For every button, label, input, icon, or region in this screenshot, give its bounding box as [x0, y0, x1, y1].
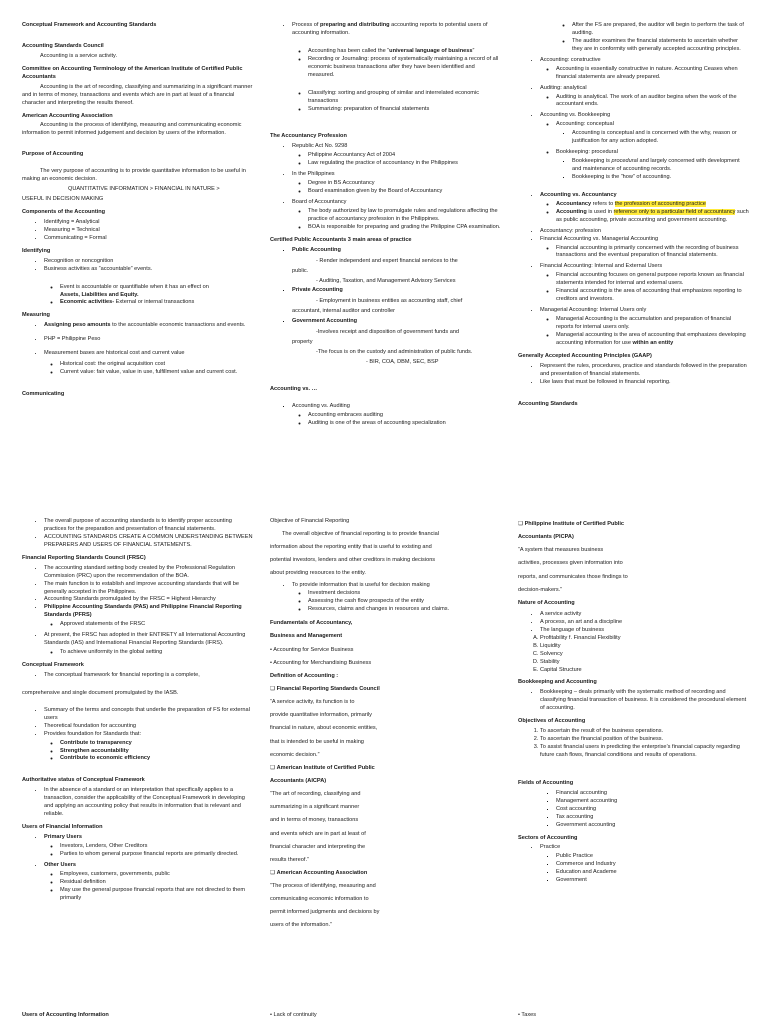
list: [22, 219, 254, 243]
list-item: [292, 247, 502, 255]
text: Managerial Accounting: Internal Users only: [540, 307, 647, 314]
heading-nature: Nature of Accounting: [518, 599, 575, 606]
text: Republic Act No. 9298: [292, 143, 348, 150]
text-line: summarizing in a significant manner: [270, 804, 360, 811]
list-item: • Represent the rules, procedures, practice and standards followed in the preparation and presentation of financial statements.: [540, 363, 750, 379]
list-item: [556, 121, 750, 146]
list-item: • Like laws that must be followed in financial reporting.: [540, 379, 750, 387]
list-item: ▪ Public Practice: [556, 853, 750, 861]
text: Bookkeeping is: [572, 158, 612, 165]
text-line: and events which are in part at least of: [270, 830, 366, 837]
paragraph: USEFUL IN DECISION MAKING: [22, 196, 104, 203]
column-2-2: [270, 518, 502, 978]
paragraph: -The focus is on the custody and administration of public funds.: [316, 349, 473, 356]
list-item: • Business activities as “accountable” events.: [44, 266, 254, 274]
list-item: 2. To ascertain the financial position of the business.: [540, 736, 750, 744]
list-item: [60, 299, 254, 307]
list: [518, 728, 750, 760]
list: [270, 287, 502, 295]
list-item: ▪ Financial accounting: [556, 790, 750, 798]
list: [518, 363, 750, 387]
heading-sectors: Sectors of Accounting: [518, 834, 578, 841]
text: At present, the FRSC has adopted in their ENTIRETY all International Accounting Standards (IAS) and International Financial Reporting Standards (IFRS).: [44, 632, 246, 647]
column-2-3: [518, 518, 750, 978]
list-item: D. Stability: [540, 659, 750, 667]
text: Assets, Liabilities and Equity.: [60, 291, 139, 298]
text: Financial Accounting vs. Managerial Accounting: [540, 235, 659, 242]
list: [518, 57, 750, 182]
list-item: ▪ Government: [556, 877, 750, 885]
text: Public Accounting: [292, 246, 341, 253]
list: [22, 336, 254, 344]
heading-picpa-2: Accountants (PICPA): [518, 534, 574, 541]
heading-bookkeeping: Bookkeeping and Accounting: [518, 679, 597, 686]
text-line: economic decision.”: [270, 751, 320, 758]
list-item: ◦ May use the general purpose financial reports that are not directed to them primarily: [60, 887, 254, 903]
list-item: C. Solvency: [540, 651, 750, 659]
list-item: [572, 158, 750, 174]
text-line: • Taxes: [518, 1012, 537, 1018]
text: procedural: [611, 158, 638, 165]
text-line: • Accounting for Merchandising Business: [270, 659, 372, 666]
text-line: information about the reporting entity that is useful to existing and: [270, 544, 432, 551]
section: [270, 617, 502, 932]
text-line: financial in nature, about economic entities,: [270, 725, 378, 732]
list-item: [540, 263, 750, 304]
list-item: • Measurement bases are historical cost and current value: [44, 350, 254, 358]
text: Financial Accounting: Internal and External Users: [540, 263, 663, 270]
list: [518, 790, 750, 830]
text: Accounting: [556, 208, 587, 215]
heading-accounting-standards: Accounting Standards: [518, 400, 578, 407]
list: [518, 635, 750, 675]
list: [22, 350, 254, 358]
list-item: • Bookkeeping – deals primarily with the systematic method of recording and classifying financial transaction of business. It is considered the procedural element of accounting.: [540, 689, 750, 713]
list-item: [556, 149, 750, 182]
heading-authoritative-status: Authoritative status of Conceptual Framework: [22, 777, 145, 784]
list-item: ▪ Bookkeeping is the “how” of accounting.: [572, 174, 750, 182]
list-item: ◦ Assessing the cash flow prospects of the entity: [308, 598, 502, 606]
heading-frsc: Financial Reporting Standards Council (FRSC): [22, 554, 146, 561]
paragraph: public.: [292, 267, 309, 274]
list-item: [292, 403, 502, 428]
list-item: [556, 209, 750, 225]
heading-aicpa-2: Accountants (AICPA): [270, 777, 327, 784]
list-item: ▪ Government accounting: [556, 822, 750, 830]
column-1-2: [270, 22, 502, 452]
paragraph: Accounting is the process of identifying, measuring and communicating economic information to permit informed judgement and decision by users of the information.: [22, 122, 242, 137]
heading-fields: Fields of Accounting: [518, 779, 574, 786]
text: within an entity: [632, 339, 674, 346]
text: Accounting: conceptual: [556, 121, 614, 128]
text: External or internal transactions: [114, 299, 195, 306]
heading-components: Components of the Accounting: [22, 209, 106, 215]
list: [270, 143, 502, 231]
list-item: [292, 143, 502, 168]
list-item: 3. To assist financial users in predicting the enterprise’s financial capacity regarding future cash flows, financial conditions and results of operations.: [540, 744, 750, 760]
list-item: [540, 236, 750, 261]
list: [518, 844, 750, 885]
list-item: ◦ Contribute to economic efficiency: [60, 755, 254, 763]
list-item: A. Profitability f. Financial Flexibility: [540, 635, 750, 643]
list-item: [540, 112, 750, 182]
heading-fundamentals: Fundamentals of Accountancy,: [270, 620, 353, 627]
text: Accounting vs. Auditing: [292, 402, 350, 409]
paragraph: - Render independent and expert financial services to the: [316, 257, 458, 264]
list: [518, 689, 750, 713]
paragraph: The very purpose of accounting is to provide quantitative information to be useful in making an economic decision.: [22, 168, 246, 183]
list-item: ◦ Auditing is one of the areas of accounting specialization: [308, 420, 502, 428]
list-item: • The accounting standard setting body created by the Professional Regulation Commission (PRC) upon the recommendation of the BOA.: [44, 565, 254, 581]
list-item: [292, 318, 502, 326]
list-item: ◦ Strengthen accountability: [60, 748, 254, 756]
list-item: ◦ Residual definition: [60, 879, 254, 887]
text: To provide information that is useful for decision making: [292, 581, 430, 588]
list-item: • Identifying = Analytical: [44, 219, 254, 227]
text: Practice: [540, 844, 561, 851]
paragraph: - Auditing, Taxation, and Management Advisory Services: [316, 277, 456, 284]
text: Event is accountable or quantifiable when it has an effect on: [60, 283, 209, 290]
list: [518, 22, 750, 54]
list-item: • A service activity: [540, 611, 750, 619]
list: [270, 48, 502, 80]
list-item: [556, 332, 750, 348]
text: Auditing: analytical: [540, 84, 587, 91]
list-item: • Recognition or noncognition: [44, 258, 254, 266]
list-item: • The language of business: [540, 627, 750, 635]
footer-right: [518, 1012, 750, 1024]
list-item: ▪ Accounting is conceptual and is concerned with the why, reason or justification for any action adopted.: [572, 130, 750, 146]
heading-purpose: Purpose of Accounting: [22, 151, 84, 158]
list-item: [308, 48, 502, 56]
list-item: 1. To ascertain the result of the business operations.: [540, 728, 750, 736]
list-item: • A process, an art and a discipline: [540, 619, 750, 627]
paragraph: [270, 528, 502, 581]
list-item: ◦ Philippine Accountancy Act of 2004: [308, 152, 502, 160]
heading-aaa-2: ❏ American Accounting Association: [270, 867, 502, 880]
heading-fundamentals-2: Business and Management: [270, 633, 343, 640]
list: [270, 90, 502, 114]
heading-conceptual-framework: Conceptual Framework: [22, 662, 84, 668]
list-item: [292, 582, 502, 615]
text: Accounting: constructive: [540, 56, 601, 63]
list-item: ◦ Board examination given by the Board of Accountancy: [308, 188, 502, 196]
list: [518, 611, 750, 635]
heading-users: Users of Financial Information: [22, 824, 103, 831]
text: Process of: [292, 22, 320, 28]
heading-communicating: Communicating: [22, 391, 65, 397]
list-item: [44, 862, 254, 903]
text: Bookkeeping: procedural: [556, 149, 618, 156]
list: [22, 284, 254, 308]
heading-picpa: ❏ Philippine Institute of Certified Public: [518, 518, 750, 531]
text: Other Users: [44, 861, 77, 868]
highlighted-text: the profession of accounting practice: [614, 200, 706, 207]
text-line: provide quantitative information, primarily: [270, 712, 372, 719]
text-line: The overall objective of financial reporting is to provide financial: [282, 530, 440, 537]
heading-profession: The Accountancy Profession: [270, 133, 347, 140]
text: is used in: [586, 208, 614, 215]
list-item: [44, 632, 254, 657]
text: Managerial accounting is the area of accounting that emphasizes developing accounting information for use: [556, 331, 746, 346]
text-line: potential investors, lenders and other creditors in making decisions: [270, 557, 436, 564]
list-item: ◦ Managerial Accounting is the accumulation and preparation of financial reports for internal users only.: [556, 316, 750, 332]
list: [270, 22, 502, 38]
paragraph: QUANTITATIVE INFORMATION > FINANCIAL IN NATURE >: [68, 186, 220, 193]
heading-users-of-accounting-info: Users of Accounting Information: [22, 1012, 109, 1018]
list-item: ◦ The auditor examines the financial statements to ascertain whether they are in conformity with generally accepted accounting principles.: [572, 38, 750, 54]
list-item: [292, 287, 502, 295]
text-line: decision-makers.”: [518, 586, 563, 593]
list-item: [540, 307, 750, 348]
heading-definition: Definition of Accounting :: [270, 672, 339, 679]
list-item: [540, 85, 750, 110]
list: [22, 672, 254, 680]
text: Board of Accountancy: [292, 199, 347, 205]
text: Accounting vs. Accountancy: [540, 191, 617, 198]
list: [22, 322, 254, 330]
list-item: ▪ Cost accounting: [556, 806, 750, 814]
list: [22, 361, 254, 377]
heading-measuring: Measuring: [22, 312, 50, 319]
text-line: “The process of identifying, measuring and: [270, 883, 376, 890]
text-line: permit informed judgments and decisions by: [270, 909, 380, 916]
list-item: ◦ Financial accounting is the area of accounting that emphasizes reporting to creditors and investors.: [556, 288, 750, 304]
list-item: ◦ Current value: fair value, value in use, fulfillment value and current cost.: [60, 369, 254, 377]
text: ”: [472, 47, 475, 54]
list-item: ◦ Employees, customers, governments, public: [60, 871, 254, 879]
list-item: [556, 201, 750, 209]
list: [22, 565, 254, 657]
list-item: ◦ Accounting is essentially constructive in nature. Accounting Ceases when financial statements are already prepared.: [556, 66, 750, 82]
text: Government Accounting: [292, 318, 358, 325]
heading-aaa: American Accounting Association: [22, 112, 113, 119]
list-item: • The conceptual framework for financial reporting is a complete,: [44, 672, 254, 680]
paragraph: property: [292, 339, 313, 346]
list-item: ◦ Recording or Journaling: process of systematically maintaining a record of all economic business transactions after they have been identified and measured.: [308, 56, 502, 80]
list-item: ◦ Approved statements of the FRSC: [60, 621, 254, 629]
text-line: “A system that measures business: [518, 547, 604, 554]
paragraph: - BIR, COA, DBM, SEC, BSP: [366, 359, 439, 365]
list-item: [60, 284, 254, 300]
text-line: and in terms of money, transactions: [270, 817, 359, 824]
list-item: • Accountancy: profession: [540, 228, 750, 236]
text-line: financial character and interpreting the: [270, 843, 366, 850]
text-line: reports, and communicates those findings to: [518, 573, 628, 580]
heading-gaap: Generally Accepted Accounting Principles (GAAP): [518, 352, 652, 359]
list-item: [540, 192, 750, 225]
text-line: • Accounting for Service Business: [270, 646, 354, 653]
heading-asc: Accounting Standards Council: [22, 42, 104, 49]
list-item: ◦ Classifying: sorting and grouping of similar and interrelated economic transactions: [308, 90, 502, 106]
list-item: • Summary of the terms and concepts that underlie the preparation of FS for external users: [44, 707, 254, 723]
heading-objectives: Objectives of Accounting: [518, 718, 586, 725]
list-item: ◦ Financial accounting is primarily concerned with the recording of business transactions and the eventual preparation of financial statements.: [556, 245, 750, 261]
list-item: ◦ Summarizing: preparation of financial statements: [308, 106, 502, 114]
list-item: • PHP = Philippine Peso: [44, 336, 254, 344]
heading-accounting-vs: Accounting vs. …: [270, 385, 318, 392]
list-item: [292, 171, 502, 196]
list-item: ▪ Commerce and Industry: [556, 861, 750, 869]
paragraph: Accounting is the art of recording, classifying and summarizing in a significant manner and in terms of money, transactions and events which are in part at least of a financial character and interpreting the results thereof.: [22, 83, 253, 106]
list: [22, 518, 254, 550]
list-item: ◦ BOA is responsible for preparing and grading the Philippine CPA examination.: [308, 224, 502, 232]
text-line: • Lack of continuity: [270, 1012, 317, 1018]
list-item: • ACCOUNTING STANDARDS CREATE A COMMON UNDERSTANDING BETWEEN PREPARERS AND USERS OF FINANCIAL STATEMENTS.: [44, 534, 254, 550]
list-item: ▪ Tax accounting: [556, 814, 750, 822]
footer-left: [22, 1012, 254, 1024]
paragraph: comprehensive and single document promulgated by the IASB.: [22, 689, 179, 696]
list-item: • Theoretical foundation for accounting: [44, 723, 254, 731]
text: refers to: [591, 200, 615, 207]
list: [270, 582, 502, 615]
list-item: [540, 844, 750, 885]
text-line: about providing resources to the entity.: [270, 570, 366, 577]
heading-frsc-2: ❏ Financial Reporting Standards Council: [270, 683, 502, 696]
list: [270, 403, 502, 428]
text: Accounting vs. Bookkeeping: [540, 112, 611, 119]
text: such as public accounting, private accounting and government accounting.: [556, 208, 749, 223]
list: [270, 247, 502, 255]
list-item: [44, 322, 254, 330]
text: Private Accounting: [292, 287, 343, 294]
list-item: ◦ Investors, Lenders, Other Creditors: [60, 843, 254, 851]
column-2-1: [22, 518, 254, 978]
heading-cot: Committee on Accounting Terminology of the American Institute of Certified Public Accountants: [22, 65, 243, 80]
list-item: ◦ After the FS are prepared, the auditor will begin to perform the task of auditing.: [572, 22, 750, 38]
list: [518, 192, 750, 348]
list-item: ◦ Accounting embraces auditing: [308, 412, 502, 420]
list-item: ▪ Education and Academe: [556, 869, 750, 877]
text-line: “A service activity, its function is to: [270, 699, 355, 706]
list-item: [292, 22, 502, 38]
text-line: activities, processes given information into: [518, 560, 623, 567]
text: accounting reports to potential users of accounting information.: [292, 22, 488, 36]
paragraph: accountant, internal auditor and controller: [292, 308, 395, 315]
text: Assigning peso amounts: [44, 322, 111, 329]
list: [22, 707, 254, 764]
text-line: that is intended to be useful in making: [270, 738, 364, 745]
text-line: “The art of recording, classifying and: [270, 791, 361, 798]
text: Provides foundation for Standards that:: [44, 730, 142, 737]
list-item: [540, 57, 750, 82]
list-item: ◦ To achieve uniformity in the global setting: [60, 649, 254, 657]
text-line: communicating economic information to: [270, 896, 369, 903]
list-item: ▪ Management accounting: [556, 798, 750, 806]
text: Philippine Accounting Standards (PAS) and Philippine Financial Reporting Standards (PFRS): [44, 604, 242, 619]
list-item: ◦ Historical cost: the original acquisition cost: [60, 361, 254, 369]
list-item: [44, 731, 254, 764]
heading-identifying: Identifying: [22, 247, 51, 254]
text: and largely concerned with development and maintenance of accounting records.: [572, 158, 740, 172]
list-item: ◦ Contribute to transparency: [60, 740, 254, 748]
highlighted-text: reference only to a particular field of accountancy: [613, 208, 736, 215]
text-line: users of the information.”: [270, 922, 332, 929]
list: [22, 787, 254, 819]
text: Accounting has been called the “: [308, 47, 390, 54]
text-line: results thereof.”: [270, 856, 309, 863]
list-item: [292, 199, 502, 232]
heading-aicpa: ❏ American Institute of Certified Public: [270, 762, 502, 775]
list-item: B. Liquidity: [540, 643, 750, 651]
paragraph: Objective of Financial Reporting: [270, 518, 350, 524]
text: Economic activities-: [60, 299, 115, 306]
list-item: • Communicating = Formal: [44, 235, 254, 243]
paragraph: Accounting is a service activity.: [40, 52, 117, 59]
text: universal language of business: [389, 47, 473, 54]
list: [22, 258, 254, 274]
list-item: [44, 834, 254, 859]
list-item: ◦ Parties to whom general purpose financial reports are primarily directed.: [60, 851, 254, 859]
text: preparing and distributing: [319, 22, 390, 28]
text: In the Philippines: [292, 171, 335, 178]
list-item: • The overall purpose of accounting standards is to identify proper accounting practices for the preparation and presentation of financial statements.: [44, 518, 254, 534]
list: [270, 318, 502, 326]
text: Primary Users: [44, 834, 82, 840]
list-item: E. Capital Structure: [540, 667, 750, 675]
list-item: ◦ Resources, claims and changes in resources and claims.: [308, 606, 502, 614]
section: [518, 518, 750, 610]
paragraph: - Employment in business entities as accounting staff, chief: [316, 298, 463, 305]
list-item: • Accounting Standards promulgated by the FRSC = Highest Hierarchy: [44, 596, 254, 604]
list-item: [44, 604, 254, 629]
list-item: ◦ Degree in BS Accountancy: [308, 180, 502, 188]
list-item: • Measuring = Technical: [44, 227, 254, 235]
column-1-1: [22, 22, 254, 452]
list-item: ◦ Investment decisions: [308, 590, 502, 598]
list-item: ◦ The body authorized by law to promulgate rules and regulations affecting the practice of accountancy profession in the Philippines.: [308, 208, 502, 224]
text: Accountancy: [556, 200, 592, 207]
list-item: • The main function is to establish and improve accounting standards that will be generally accepted in the Philippines.: [44, 581, 254, 597]
heading-cpa-areas: Certified Public Accountants 3 main areas of practice: [270, 236, 412, 243]
list-item: ◦ Auditing is analytical. The work of an auditor begins when the work of the accountant ends.: [556, 94, 750, 110]
list-item: • In the absence of a standard or an interpretation that specifically applies to a transaction, consider the applicability of the Conceptual Framework in developing and applying an accounting policy that results in information that is relevant and reliable.: [44, 787, 254, 819]
footer-middle: [270, 1012, 502, 1024]
text: to the accountable economic transactions and events.: [110, 322, 246, 329]
list-item: ◦ Law regulating the practice of accountancy in the Philippines: [308, 160, 502, 168]
column-1-3: [518, 22, 750, 462]
paragraph: -Involves receipt and disposition of government funds and: [316, 329, 460, 336]
list-item: ◦ Financial accounting focuses on general purpose reports known as financial statements intended for internal and external users.: [556, 272, 750, 288]
document-title: Conceptual Framework and Accounting Standards: [22, 22, 157, 28]
list: [22, 834, 254, 903]
